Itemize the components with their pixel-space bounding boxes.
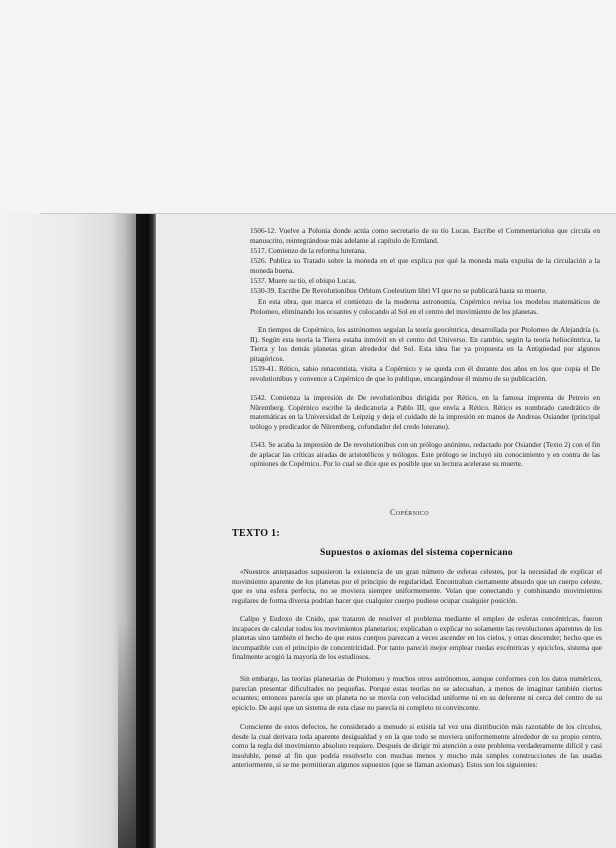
left-scan-margin: [0, 214, 136, 848]
blank-top-area: [0, 0, 616, 214]
chronology-paragraph-theories: En tiempos de Copérnico, los astrónomos seguían la teoría geocéntrica, desarrollada por Ptolomeo de Alejandría (s. II). Según esta teoría la Tierra estaba inmóvil en el centro del Universo. En cambio, según la teoría heliocéntrica, la Tierra y los demás planetas giran alrededor del Sol. Esta idea fue ya propuesta en la Antigüedad por algunos pitagóricos.: [250, 325, 600, 363]
chronology-entry-1506: 1506-12. Vuelve a Polonia donde actúa como secretario de su tío Lucas. Escribe el Commentariolus que circula en manuscrito, reintegrándose más adelante al capítulo de Ermland.: [250, 226, 600, 245]
section-title: Supuestos o axiomas del sistema copernicano: [320, 547, 513, 558]
gutter-shadow: [118, 620, 136, 848]
body-paragraph-3: Sin embargo, las teorías planetarias de Ptolomeo y muchos otros astrónomos, aunque conformes con los datos numéricos, parecían presentar dificultades no pequeñas. Porque estas teorías no se adecuaban, a menos de imaginar también ciertos ecuantes; entonces parecía que un planeta no se movía con velocidad uniforme ni en su deferente ni cerca del centro de su epiciclo. De aquí que un sistema de esta clase no parecía ni completo ni convincente.: [232, 674, 602, 712]
body-paragraph-1: «Nuestros antepasados supusieron la existencia de un gran número de esferas celestes, por la necesidad de explicar el movimiento aparente de los planetas por el principio de regularidad. Encontraban ciertamente absurdo que un cuerpo celeste, que es una esfera perfecta, no se moviera siempre uniformemente. Veían que conectando y combinando movimientos regulares de forma diversa podrían hacer que cualquier cuerpo pudiese ocupar cualquier posición.: [232, 567, 602, 605]
chronology-paragraph-work: En esta obra, que marca el comienzo de la moderna astronomía, Copérnico revisa los modelos matemáticos de Ptolomeo, eliminando los ecuantes y colocando al Sol en el centro del movimiento de los planetas.: [250, 297, 600, 316]
chronology-entry-1526: 1526. Publica su Tratado sobre la moneda en el que explica por qué la moneda mala expulsa de la circulación a la moneda buena.: [250, 256, 600, 275]
chronology-entry-1539-41: 1539-41. Rético, sabio renacentista, visita a Copérnico y se queda con él durante dos años en los que copia el De revolutionibus y convence a Copérnico de que lo publique, encargándose él mismo de su publicación.: [250, 364, 601, 383]
book-spine-shadow: [136, 214, 156, 848]
chronology-entry-1517: 1517. Comienzo de la reforma luterana.: [250, 246, 367, 255]
body-paragraph-2: Calipo y Eudoxo de Cnido, que trataron de resolver el problema mediante el empleo de esferas concéntricas, fueron incapaces de calcular todos los movimientos planetarios; explicaban o explicar no solamente las revoluciones aparentes de los planetas sino también el hecho de que estos cuerpos parezcan a veces ascender en los cielos, y otras descender; hecho que es incompatible con el principio de concentricidad. Por tanto pareció mejor emplear ruedas excéntricas y epiciclos, sistema que finalmente acogió la mayoría de los estudiosos.: [232, 614, 602, 662]
chronology-entry-1530-39: 1530-39. Escribe De Revolutionibus Orbium Coelestium libri VI que no se publicará hasta su muerte.: [250, 286, 547, 295]
running-head: Copérnico: [390, 508, 429, 517]
chronology-entry-1543: 1543. Se acaba la impresión de De revolutionibus con un prólogo anónimo, redactado por Osiander (Texto 2) con el fin de aplacar las críticas airadas de aristotélicos y teólogos. Este prólogo se incluyó sin conocimiento y en contra de las opiniones de Copérnico. Por lo cual se dice que es posible que su lectura acelerase su muerte.: [250, 440, 600, 469]
body-paragraph-4: Consciente de estos defectos, he considerado a menudo si existía tal vez una distribución más razonable de los círculos, desde la cual derivara toda aparente desigualdad y en la que todo se moviera uniformemente alrededor de su propio centro, como la regla del movimiento absoluto requiere. Después de dirigir mi atención a este problema verdaderamente difícil y casi insoluble, pensé al fin que podría resolverlo con muchas menos y mucho más simples construcciones de las usadas anteriormente, si se me permitieran algunos supuestos (que se llaman axiomas). Estos son los siguientes:: [232, 722, 602, 770]
texto-label: TEXTO 1:: [232, 528, 281, 539]
chronology-entry-1542: 1542. Comienza la impresión de De revolutionibus dirigida por Rético, en la famosa imprenta de Petreio en Nüremberg. Copérnico escribe la dedicatoria a Pablo III, que envía a Rético. Rético es nombrado catedrático de matemáticas en la Universidad de Leipzig y deja el cuidado de la impresión en manos de Andreas Osiander (principal teólogo y predicador de Nüremberg, cofundador del credo luterano).: [250, 393, 600, 431]
chronology-entry-1537: 1537. Muere su tío, el obispo Lucas.: [250, 276, 357, 285]
